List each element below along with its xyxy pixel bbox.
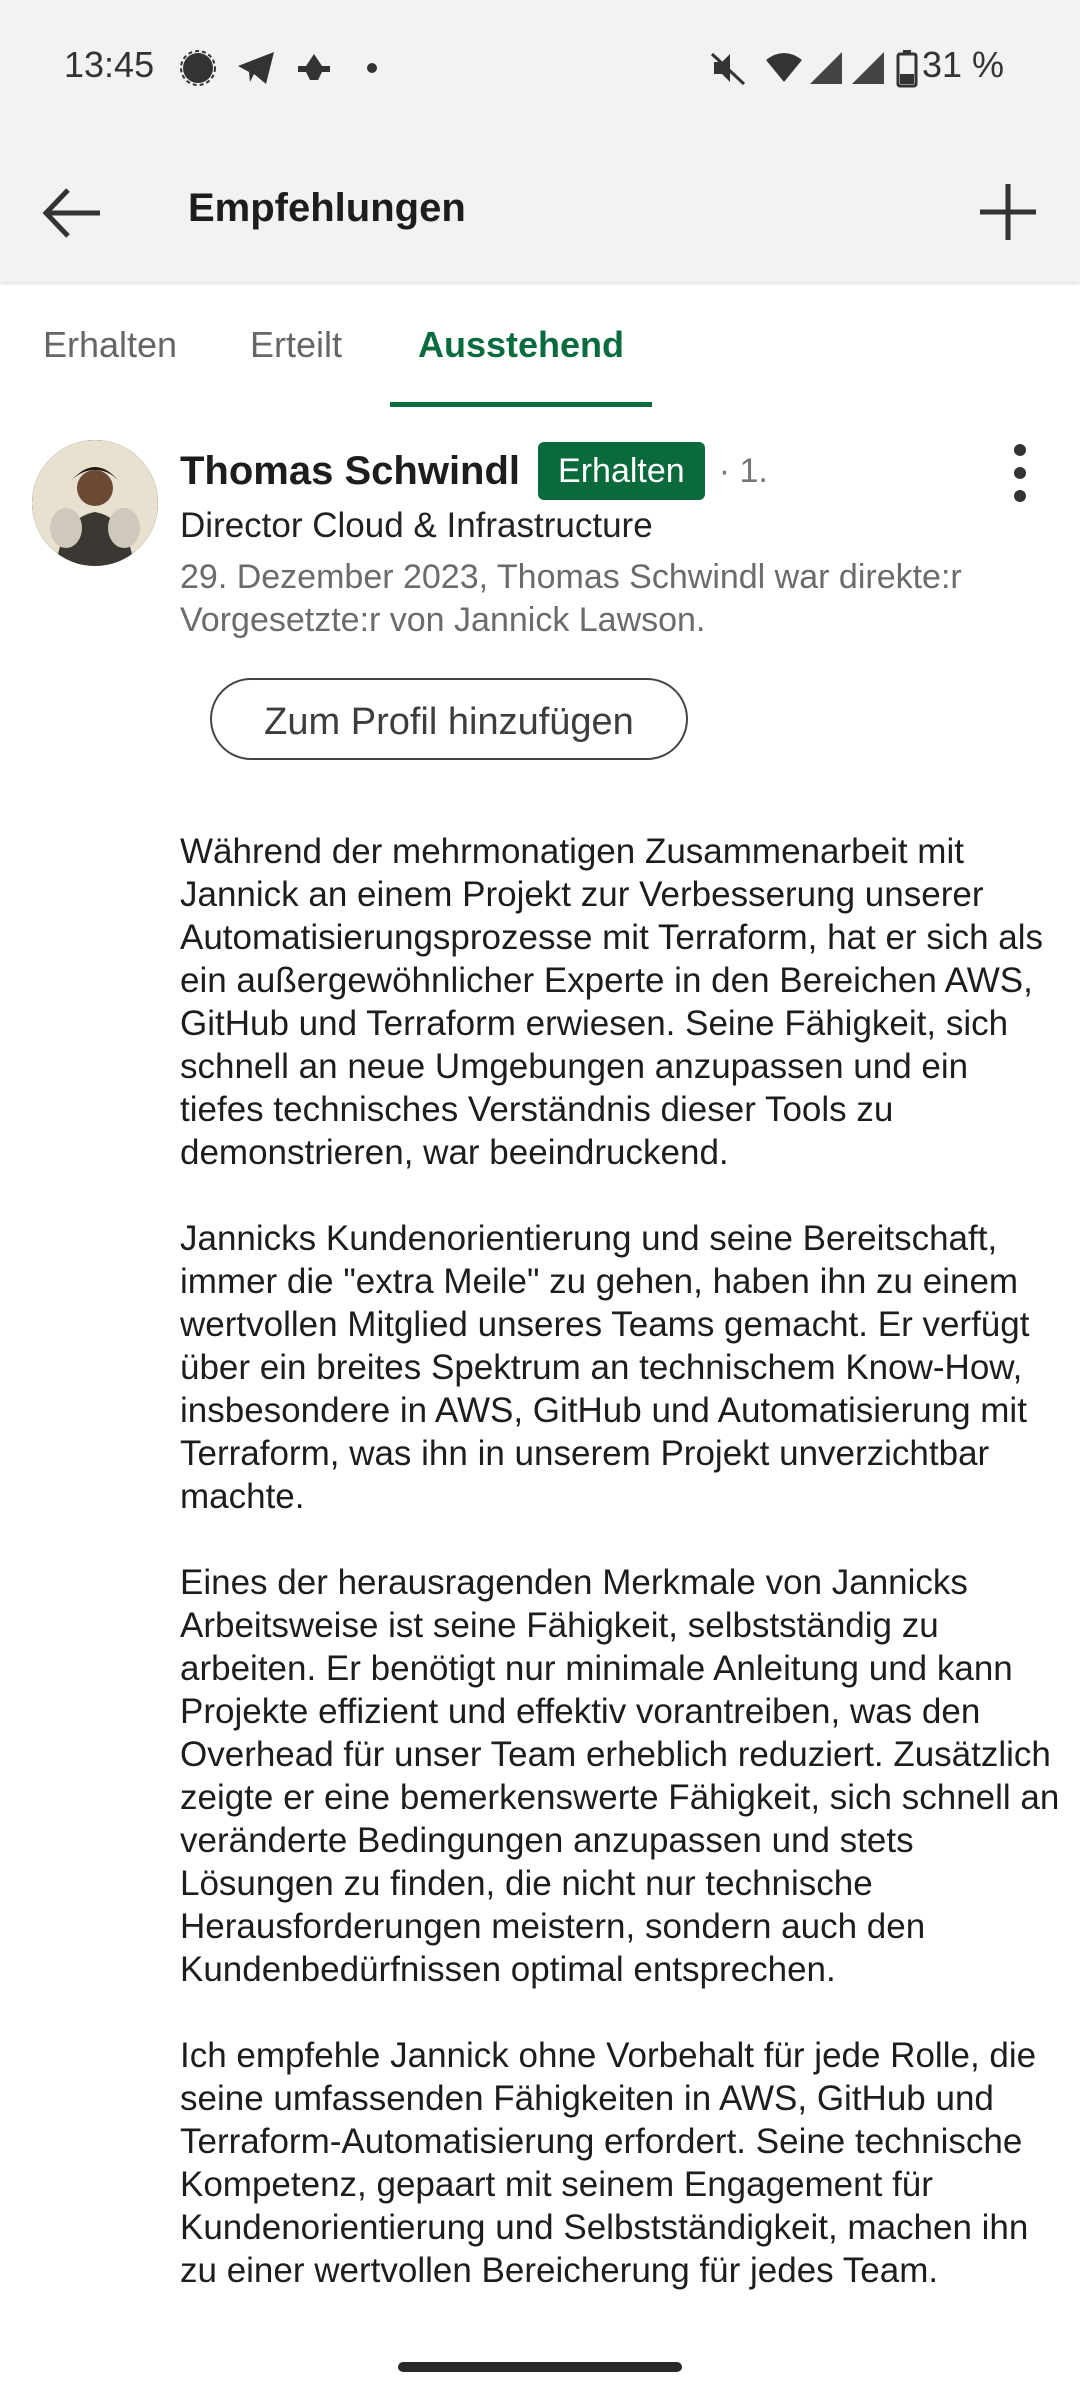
relationship-meta: 29. Dezember 2023, Thomas Schwindl war direkte:r Vorgesetzte:r von Jannick Lawson.: [180, 558, 962, 639]
page-title: Empfehlungen: [188, 186, 466, 230]
recommender-headline: Director Cloud & Infrastructure: [180, 506, 653, 545]
app-bar: [0, 140, 1080, 282]
dot-icon: [366, 62, 378, 74]
telegram-icon: [236, 50, 276, 86]
recommendation-paragraph: Während der mehrmonatigen Zusammenarbeit mit Jannick an einem Projekt zur Verbesserung unserer Automatisierungsprozesse mit Terraform, hat er sich als ein außergewöhnlicher Experte in den Bereichen AWS, GitHub und Terraform erwiesen. Seine Fähigkeit, sich schnell an neue Umgebungen anzupassen und ein tiefes technisches Verständnis dieser Tools zu demonstrieren, war beeindruckend.: [180, 832, 1044, 1172]
cell-signal-icon: [850, 50, 886, 86]
tab-bar: [0, 290, 1080, 408]
mute-icon: [708, 50, 748, 86]
recommendation-text: [180, 830, 1060, 2335]
recommendation-paragraph: Ich empfehle Jannick ohne Vorbehalt für jede Rolle, die seine umfassenden Fähigkeiten in AWS, GitHub und Terraform-Automatisierung erfordert. Seine technische Kompetenz, gepaart mit seinem Engagement für Kundenorientierung und Selbstständigkeit, machen ihn zu einer wertvollen Bereicherung für jedes Team.: [180, 2036, 1037, 2290]
battery-icon: [896, 50, 918, 88]
tab-ausstehend[interactable]: Ausstehend: [417, 324, 625, 365]
recommender-name[interactable]: Thomas Schwindl: [180, 448, 521, 493]
plus-icon[interactable]: [972, 176, 1044, 248]
home-indicator[interactable]: [398, 2362, 682, 2372]
alert-icon: [294, 50, 334, 86]
avatar[interactable]: [32, 440, 158, 566]
name-row: [180, 438, 768, 504]
add-to-profile-button[interactable]: Zum Profil hinzufügen: [210, 678, 688, 760]
status-badge: Erhalten: [538, 442, 705, 500]
recommendation-paragraph: Jannicks Kundenorientierung und seine Bereitschaft, immer die "extra Meile" zu gehen, haben ihn zu einem wertvollen Mitglied unseres Teams gemacht. Er verfügt über ein breites Spektrum an technischem Know-How, insbesondere in AWS, GitHub und Automatisierung mit Terraform, was ihn in unserem Projekt unverzichtbar machte.: [180, 1219, 1030, 1516]
recommendation-paragraph: Eines der herausragenden Merkmale von Jannicks Arbeitsweise ist seine Fähigkeit, selbstständig zu arbeiten. Er benötigt nur minimale Anleitung und kann Projekte effizient und effektiv vorantreiben, was den Overhead für unser Team erheblich reduziert. Zusätzlich zeigte er eine bemerkenswerte Fähigkeit, sich schnell an veränderte Bedingungen anzupassen und stets Lösungen zu finden, die nicht nur technische Herausforderungen meistern, sondern auch den Kundenbedürfnissen optimal entsprechen.: [180, 1563, 1060, 1989]
tab-erhalten[interactable]: Erhalten: [42, 324, 178, 365]
battery-percentage: 31 %: [921, 44, 1004, 85]
profile-photo: [32, 440, 158, 566]
status-time: 13:45: [64, 44, 155, 85]
status-bar: [0, 0, 1080, 140]
wifi-icon: [764, 50, 804, 86]
signal-messenger-icon: [180, 50, 216, 86]
cell-signal-icon: [808, 50, 844, 86]
more-options-icon[interactable]: [1000, 440, 1040, 506]
active-tab-indicator: [390, 402, 652, 407]
tab-erteilt[interactable]: Erteilt: [249, 324, 343, 365]
arrow-left-icon[interactable]: [38, 178, 108, 248]
connection-degree: · 1.: [718, 451, 768, 490]
